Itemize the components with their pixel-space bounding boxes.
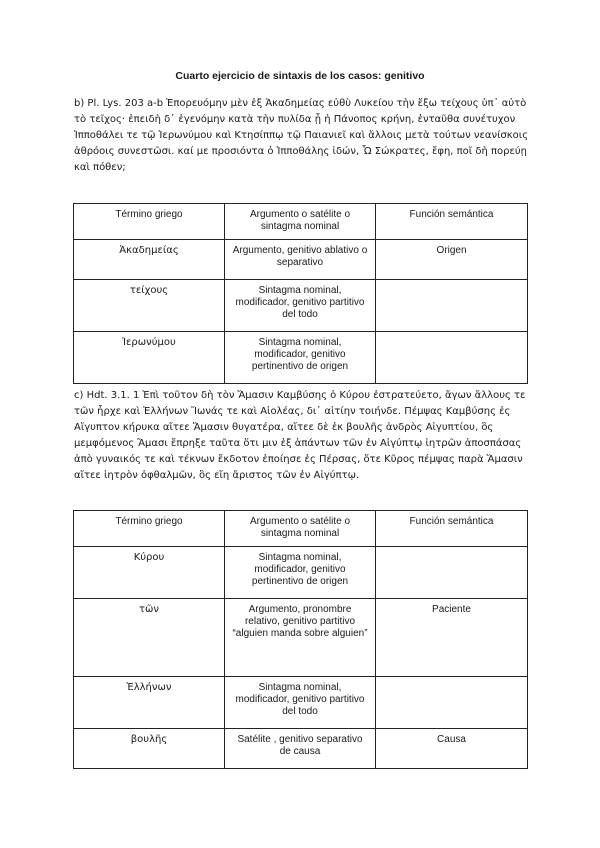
analysis-table-c: [73, 510, 528, 769]
table-header-row: [74, 204, 528, 240]
argument-cell: Sintagma nominal, modificador, genitivo pertinentivo de origen: [225, 547, 376, 599]
passage-line: μεμφόμενος Ἄμασι ἔπρηξε ταῦτα ὅτι μιν ἐξ ἁπάντων τῶν ἐν Αἰγύπτῳ ἰητρῶν ἀποσπάσας: [74, 438, 522, 449]
passage-line: c) Hdt. 3.1. 1 Ἐπὶ τοῦτον δὴ τὸν Ἄμασιν Καμβύσης ὁ Κύρου ἐστρατεύετο, ἄγων ἄλλους τε: [74, 390, 526, 401]
function-cell: [376, 677, 528, 729]
function-cell: Origen: [376, 240, 528, 280]
table-row: [74, 677, 528, 729]
header-cell: Función semántica: [376, 511, 528, 547]
argument-cell: Sintagma nominal, modificador, genitivo partitivo del todo: [225, 677, 376, 729]
table-row: [74, 729, 528, 769]
header-cell: Argumento o satélite o sintagma nominal: [225, 511, 376, 547]
passage-line: αἴτεε ἰητρὸν ὀφθαλμῶν, ὃς εἴη ἄριστος τῶν ἐν Αἰγύπτῳ.: [74, 470, 360, 481]
greek-passage-c: [74, 388, 534, 484]
greek-passage-b: [74, 96, 534, 176]
greek-term-cell: Κύρου: [74, 547, 225, 599]
function-cell: [376, 280, 528, 332]
passage-line: καὶ πόθεν;: [74, 162, 126, 173]
passage-line: Αἴγυπτον κήρυκα αἴτεε Ἄμασιν θυγατέρα, αἴτεε δὲ ἐκ βουλῆς ἀνδρὸς Αἰγυπτίου, ὃς: [74, 422, 494, 433]
table-header-row: [74, 511, 528, 547]
argument-cell: Argumento, pronombre relativo, genitivo partitivo “alguien manda sobre alguien”: [225, 599, 376, 677]
argument-cell: Sintagma nominal, modificador, genitivo partitivo del todo: [225, 280, 376, 332]
table-row: [74, 280, 528, 332]
analysis-table-b: [73, 203, 528, 384]
passage-line: τῶν ἦρχε καὶ Ἑλλήνων Ἴωνάς τε καὶ Αἰολέας, δι᾽ αἰτίην τοιήνδε. Πέμψας Καμβύσης ἐς: [74, 406, 511, 417]
header-cell: Término griego: [74, 204, 225, 240]
passage-line: τὸ τεῖχος· ἐπειδὴ δ᾽ ἐγενόμην κατὰ τὴν πυλίδα ᾗ ἡ Πάνοπος κρήνη, ἐνταῦθα συνέτυχον: [74, 114, 516, 125]
greek-term-cell: Ἀκαδημείας: [74, 240, 225, 280]
argument-cell: Satélite , genitivo separativo de causa: [225, 729, 376, 769]
greek-term-cell: βουλῆς: [74, 729, 225, 769]
passage-line: b) Pl. Lys. 203 a-b Ἐπορευόμην μὲν ἐξ Ἀκαδημείας εὐθὺ Λυκείου τὴν ἔξω τείχους ὑπ᾽ αὐτὸ: [74, 98, 527, 109]
table-row: [74, 332, 528, 384]
page-title: Cuarto ejercicio de sintaxis de los casos: genitivo: [175, 70, 425, 82]
passage-line: Ἱπποθάλει τε τῷ Ἱερωνύμου καὶ Κτησίππῳ τῷ Παιανιεῖ καὶ ἄλλοις μετὰ τούτων νεανίσκοις: [74, 130, 529, 141]
greek-term-cell: τείχους: [74, 280, 225, 332]
header-cell: Argumento o satélite o sintagma nominal: [225, 204, 376, 240]
argument-cell: Sintagma nominal, modificador, genitivo pertinentivo de origen: [225, 332, 376, 384]
function-cell: [376, 332, 528, 384]
passage-line: ἀπὸ γυναικός τε καὶ τέκνων ἔκδοτον ἐποίησε ἐς Πέρσας, ὅτε Κῦρος πέμψας παρὰ Ἄμασιν: [74, 454, 523, 465]
greek-term-cell: τῶν: [74, 599, 225, 677]
passage-line: ἁθρόοις συνεστῶσι. καί με προσιόντα ὁ Ἱπποθάλης ἰδών, Ὦ Σώκρατες, ἔφη, ποῖ δὴ πορεύῃ: [74, 146, 527, 157]
function-cell: [376, 547, 528, 599]
greek-term-cell: Ἱερωνύμου: [74, 332, 225, 384]
greek-term-cell: Ἑλλήνων: [74, 677, 225, 729]
header-cell: Función semántica: [376, 204, 528, 240]
header-cell: Término griego: [74, 511, 225, 547]
table-row: [74, 240, 528, 280]
function-cell: Causa: [376, 729, 528, 769]
table-row: [74, 547, 528, 599]
function-cell: Paciente: [376, 599, 528, 677]
argument-cell: Argumento, genitivo ablativo o separativo: [225, 240, 376, 280]
table-row: [74, 599, 528, 677]
